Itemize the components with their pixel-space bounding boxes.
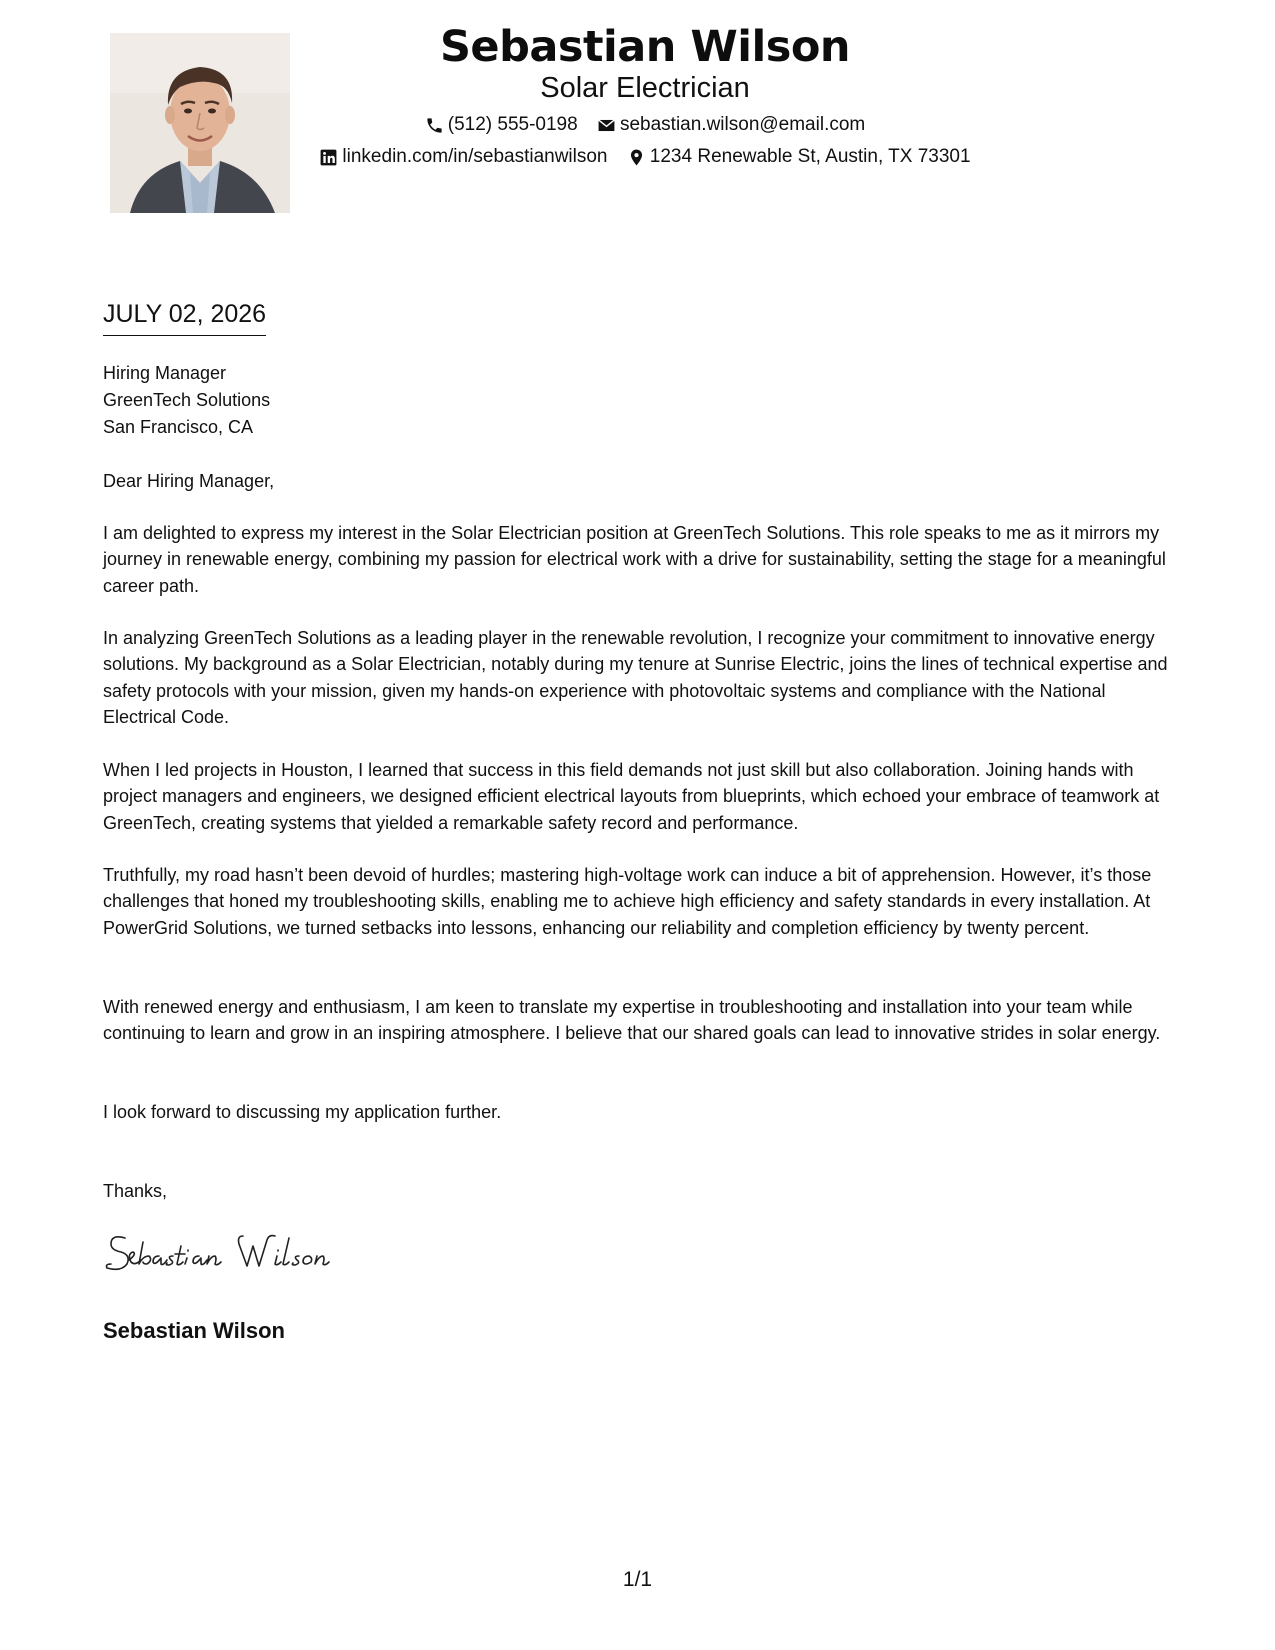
recipient-company: GreenTech Solutions xyxy=(103,390,271,410)
handwritten-signature xyxy=(103,1228,373,1278)
page-number: 1/1 xyxy=(622,1568,653,1591)
email-contact[interactable] xyxy=(597,114,865,136)
body-paragraph: With renewed energy and enthusiasm, I am keen to translate my expertise in troubleshooting and installation into your team while continuing to learn and grow in an inspiring atmosphere. I believe that our shared goals can lead to innovative strides in solar energy. xyxy=(103,997,1161,1044)
map-pin-icon xyxy=(627,148,646,167)
candidate-name: Sebastian Wilson xyxy=(439,22,851,72)
contact-row-primary xyxy=(0,114,1275,141)
contact-row-secondary xyxy=(0,146,1275,173)
phone-contact[interactable] xyxy=(425,114,578,136)
envelope-icon xyxy=(597,116,616,135)
salutation: Dear Hiring Manager, xyxy=(103,471,275,491)
recipient-block xyxy=(103,360,270,441)
body-paragraph: In analyzing GreenTech Solutions as a leading player in the renewable revolution, I recognize your commitment to innovative energy solutions. My background as a Solar Electrician, notably during my tenure at Sunrise Electric, joins the lines of technical expertise and safety protocols with your mission, given my hands-on experience with photovoltaic systems and compliance with the National Electrical Code. xyxy=(103,628,1168,727)
letter-date: JULY 02, 2026 xyxy=(103,300,266,336)
mailing-address: 1234 Renewable St, Austin, TX 73301 xyxy=(649,146,971,167)
recipient-title: Hiring Manager xyxy=(103,363,227,383)
body-paragraph: When I led projects in Houston, I learned that success in this field demands not just skill but also collaboration. Joining hands with project managers and engineers, we designed efficient electrical layouts from blueprints, which echoed your embrace of teamwork at GreenTech, creating systems that yielded a remarkable safety record and performance. xyxy=(103,760,1160,833)
closing: Thanks, xyxy=(103,1181,168,1201)
phone-icon xyxy=(425,116,444,135)
job-title: Solar Electrician xyxy=(540,72,750,104)
linkedin-contact[interactable] xyxy=(319,146,607,168)
recipient-location: San Francisco, CA xyxy=(103,417,254,437)
linkedin-icon xyxy=(319,148,338,167)
email-address: sebastian.wilson@email.com xyxy=(619,114,866,135)
signer-name: Sebastian Wilson xyxy=(103,1318,285,1343)
body-paragraph: Truthfully, my road hasn’t been devoid of hurdles; mastering high-voltage work can induce a bit of apprehension. However, it’s those challenges that honed my troubleshooting skills, enabling me to achieve high efficiency and safety standards in every installation. At PowerGrid Solutions, we turned setbacks into lessons, enhancing our reliability and completion efficiency by twenty percent. xyxy=(103,865,1152,938)
body-paragraph: I am delighted to express my interest in the Solar Electrician position at GreenTech Solutions. This role speaks to me as it mirrors my journey in renewable energy, combining my passion for electrical work with a drive for sustainability, setting the stage for a meaningful career path. xyxy=(103,523,1166,596)
linkedin-url: linkedin.com/in/sebastianwilson xyxy=(342,146,608,167)
body-paragraph: I look forward to discussing my application further. xyxy=(103,1102,502,1122)
phone-number: (512) 555-0198 xyxy=(447,114,578,135)
address-contact xyxy=(627,146,971,168)
